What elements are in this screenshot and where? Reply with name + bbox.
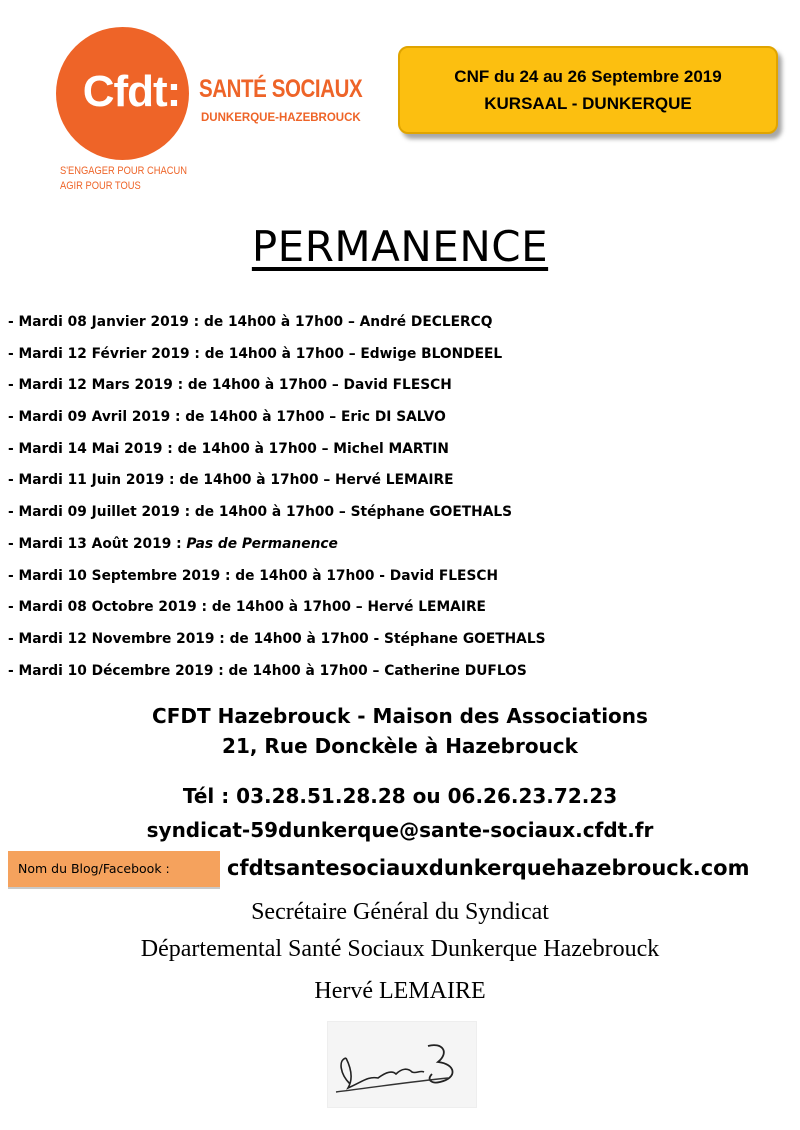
- schedule-date: - Mardi 08 Octobre 2019 :: [8, 599, 208, 616]
- schedule-item: [8, 499, 546, 531]
- schedule-date: - Mardi 12 Novembre 2019 :: [8, 630, 225, 647]
- schedule-detail: de 14h00 à 17h00 – David FLESCH: [187, 377, 452, 394]
- logo-location: DUNKERQUE-HAZEBROUCK: [201, 112, 361, 124]
- schedule-list: [8, 309, 574, 689]
- schedule-detail: de 14h00 à 17h00 – Edwige BLONDEEL: [204, 345, 503, 362]
- event-banner: [398, 46, 778, 134]
- schedule-item: [8, 341, 546, 373]
- schedule-date: - Mardi 09 Juillet 2019 :: [8, 504, 191, 521]
- schedule-detail: de 14h00 à 17h00 – Hervé LEMAIRE: [211, 599, 486, 616]
- schedule-item: [8, 309, 546, 341]
- schedule-item: [8, 594, 546, 626]
- schedule-item: [8, 626, 546, 658]
- schedule-detail: de 14h00 à 17h00 – Eric DI SALVO: [185, 409, 446, 426]
- schedule-detail: de 14h00 à 17h00 – Michel MARTIN: [177, 440, 449, 457]
- blog-link[interactable]: cfdtsantesociauxdunkerquehazebrouck.com: [227, 856, 750, 880]
- logo-slogan: [60, 164, 187, 194]
- contact-org: CFDT Hazebrouck - Maison des Associations: [152, 704, 648, 728]
- schedule-date: - Mardi 10 Décembre 2019 :: [8, 662, 224, 679]
- logo-slogan-line-1: S'ENGAGER POUR CHACUN: [60, 165, 187, 177]
- logo-circle: [56, 27, 189, 160]
- schedule-detail: de 14h00 à 17h00 – Stéphane GOETHALS: [194, 504, 513, 521]
- schedule-item: [8, 531, 546, 563]
- schedule-detail: de 14h00 à 17h00 – Hervé LEMAIRE: [179, 472, 454, 489]
- schedule-date: - Mardi 13 Août 2019 :: [8, 535, 182, 552]
- schedule-item: [8, 563, 546, 595]
- contact-email[interactable]: syndicat-59dunkerque@sante-sociaux.cfdt.fr: [146, 818, 654, 842]
- cfdt-logo: [56, 27, 363, 197]
- signatory-role-1: Secrétaire Général du Syndicat: [251, 899, 549, 925]
- schedule-date: - Mardi 12 Février 2019 :: [8, 345, 200, 362]
- schedule-item: [8, 372, 546, 404]
- schedule-date: - Mardi 12 Mars 2019 :: [8, 377, 184, 394]
- schedule-item: [8, 658, 546, 690]
- schedule-date: - Mardi 10 Septembre 2019 :: [8, 567, 231, 584]
- schedule-date: - Mardi 14 Mai 2019 :: [8, 440, 173, 457]
- schedule-date: - Mardi 11 Juin 2019 :: [8, 472, 175, 489]
- schedule-date: - Mardi 08 Janvier 2019 :: [8, 314, 200, 330]
- schedule-note: Pas de Permanence: [186, 535, 338, 552]
- event-banner-line-1: CNF du 24 au 26 Septembre 2019: [454, 67, 722, 86]
- logo-name: SANTÉ SOCIAUX: [199, 75, 363, 103]
- signatory-role-2: Départemental Santé Sociaux Dunkerque Hazebrouck: [140, 936, 660, 962]
- logo-slogan-line-2: AGIR POUR TOUS: [60, 180, 141, 192]
- schedule-item: [8, 467, 546, 499]
- event-banner-line-2: KURSAAL - DUNKERQUE: [484, 94, 692, 113]
- schedule-date: - Mardi 09 Avril 2019 :: [8, 409, 181, 426]
- schedule-detail: de 14h00 à 17h00 - David FLESCH: [235, 567, 499, 584]
- logo-mark: Cfdt:: [82, 66, 181, 116]
- contact-address: 21, Rue Donckèle à Hazebrouck: [222, 734, 578, 758]
- signature-scribble-icon: [328, 1022, 476, 1107]
- schedule-item: [8, 404, 546, 436]
- schedule-detail: de 14h00 à 17h00 – André DECLERCQ: [203, 314, 493, 330]
- schedule-detail: de 14h00 à 17h00 – Catherine DUFLOS: [228, 662, 527, 679]
- signatory-name: Hervé LEMAIRE: [314, 978, 486, 1004]
- page-title: PERMANENCE: [251, 222, 549, 271]
- blog-label: Nom du Blog/Facebook :: [8, 851, 220, 889]
- schedule-detail: de 14h00 à 17h00 - Stéphane GOETHALS: [229, 630, 546, 647]
- schedule-item: [8, 436, 546, 468]
- handwritten-signature: [327, 1021, 477, 1108]
- contact-phone: Tél : 03.28.51.28.28 ou 06.26.23.72.23: [182, 784, 618, 808]
